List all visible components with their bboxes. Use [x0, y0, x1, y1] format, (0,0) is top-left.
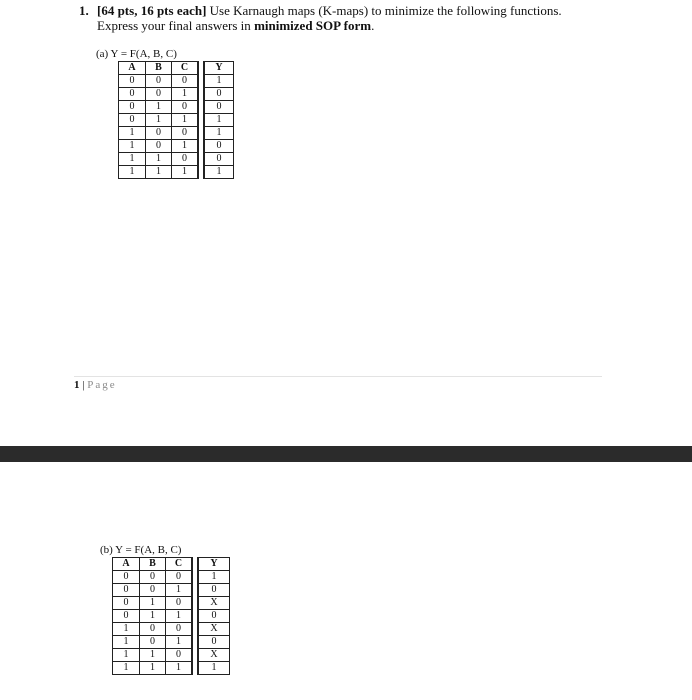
- question-points: [64 pts, 16 pts each]: [97, 3, 207, 18]
- table-row: [119, 127, 234, 140]
- table-cell: 1: [172, 114, 199, 127]
- page-divider: [74, 376, 602, 377]
- table-cell: 1: [113, 649, 140, 662]
- table-cell: 0: [204, 101, 234, 114]
- table-row: [119, 153, 234, 166]
- table-cell: 1: [146, 114, 172, 127]
- table-cell: 1: [172, 140, 199, 153]
- page-word: Page: [87, 379, 117, 391]
- table-cell: 1: [146, 101, 172, 114]
- table-row: [119, 140, 234, 153]
- table-cell: 0: [166, 623, 193, 636]
- table-cell: 0: [166, 571, 193, 584]
- question-line-1: [97, 3, 562, 18]
- page-number: 1: [74, 379, 80, 391]
- table-cell: 0: [204, 140, 234, 153]
- part-b-truth-table: [112, 557, 230, 675]
- table-cell: 1: [140, 649, 166, 662]
- table-cell: 1: [172, 88, 199, 101]
- table-cell: 1: [172, 166, 199, 179]
- table-cell: 1: [140, 662, 166, 675]
- table-cell: 1: [198, 571, 230, 584]
- table-row: [113, 662, 230, 675]
- table-cell: 1: [119, 140, 146, 153]
- footer-separator: |: [79, 379, 88, 391]
- table-cell: 1: [204, 166, 234, 179]
- question-number: 1.: [79, 3, 89, 18]
- page-break-bar: [0, 446, 692, 462]
- table-row: [113, 597, 230, 610]
- table-cell: 1: [204, 114, 234, 127]
- table-cell: 0: [119, 88, 146, 101]
- table-cell: 0: [113, 584, 140, 597]
- table-cell: 0: [113, 610, 140, 623]
- column-header-y: Y: [204, 62, 234, 75]
- column-header-a: A: [113, 558, 140, 571]
- table-cell: 1: [113, 636, 140, 649]
- column-header-y: Y: [198, 558, 230, 571]
- table-cell: 1: [119, 127, 146, 140]
- table-cell: 0: [198, 584, 230, 597]
- table-cell: 0: [172, 153, 199, 166]
- table-row: [113, 584, 230, 597]
- table-cell: 1: [166, 610, 193, 623]
- part-a-truth-table: [118, 61, 234, 179]
- table-cell: 0: [172, 127, 199, 140]
- table-row: [119, 101, 234, 114]
- question-text-1: Use Karnaugh maps (K-maps) to minimize the following functions.: [206, 3, 562, 18]
- table-cell: 1: [140, 610, 166, 623]
- column-header-c: C: [172, 62, 199, 75]
- table-cell: 1: [113, 662, 140, 675]
- table-cell: 1: [198, 662, 230, 675]
- table-cell: 0: [146, 140, 172, 153]
- table-cell: 0: [140, 584, 166, 597]
- table-cell: 0: [204, 88, 234, 101]
- table-cell: 0: [204, 153, 234, 166]
- table-cell: 0: [140, 636, 166, 649]
- table-cell: 1: [166, 662, 193, 675]
- table-cell: 1: [113, 623, 140, 636]
- table-cell: 1: [140, 597, 166, 610]
- table-cell: 0: [198, 636, 230, 649]
- column-header-a: A: [119, 62, 146, 75]
- table-row: [113, 649, 230, 662]
- table-cell: 0: [140, 571, 166, 584]
- table-cell: X: [198, 597, 230, 610]
- table-cell: 0: [146, 127, 172, 140]
- column-header-b: B: [140, 558, 166, 571]
- question-text-2b: .: [371, 18, 375, 33]
- column-header-c: C: [166, 558, 193, 571]
- table-row: [119, 114, 234, 127]
- table-row: [119, 88, 234, 101]
- table-cell: 0: [172, 101, 199, 114]
- table-cell: 1: [166, 584, 193, 597]
- table-cell: 0: [166, 649, 193, 662]
- table-row: [119, 166, 234, 179]
- table-cell: 1: [166, 636, 193, 649]
- table-cell: 1: [146, 153, 172, 166]
- table-cell: X: [198, 649, 230, 662]
- table-row: [113, 610, 230, 623]
- table-cell: 1: [146, 166, 172, 179]
- part-b-label: (b) Y = F(A, B, C): [100, 544, 182, 556]
- question-emphasis: minimized SOP form: [254, 18, 372, 33]
- table-cell: 0: [119, 114, 146, 127]
- table-cell: 1: [204, 75, 234, 88]
- table-cell: 1: [204, 127, 234, 140]
- question-text-2a: Express your final answers in: [97, 18, 255, 33]
- question-line-2: [97, 18, 374, 33]
- table-header-row: [113, 558, 230, 571]
- table-header-row: [119, 62, 234, 75]
- table-cell: 1: [119, 166, 146, 179]
- column-header-b: B: [146, 62, 172, 75]
- table-cell: 1: [119, 153, 146, 166]
- table-row: [113, 623, 230, 636]
- table-cell: 0: [113, 571, 140, 584]
- part-a-label: (a) Y = F(A, B, C): [96, 48, 177, 60]
- table-cell: 0: [119, 75, 146, 88]
- table-row: [113, 636, 230, 649]
- table-cell: 0: [119, 101, 146, 114]
- table-row: [113, 571, 230, 584]
- table-row: [119, 75, 234, 88]
- table-cell: 0: [140, 623, 166, 636]
- table-cell: 0: [146, 75, 172, 88]
- table-cell: 0: [113, 597, 140, 610]
- table-cell: 0: [146, 88, 172, 101]
- table-cell: 0: [166, 597, 193, 610]
- table-cell: X: [198, 623, 230, 636]
- table-cell: 0: [172, 75, 199, 88]
- table-cell: 0: [198, 610, 230, 623]
- page-footer: [74, 379, 117, 391]
